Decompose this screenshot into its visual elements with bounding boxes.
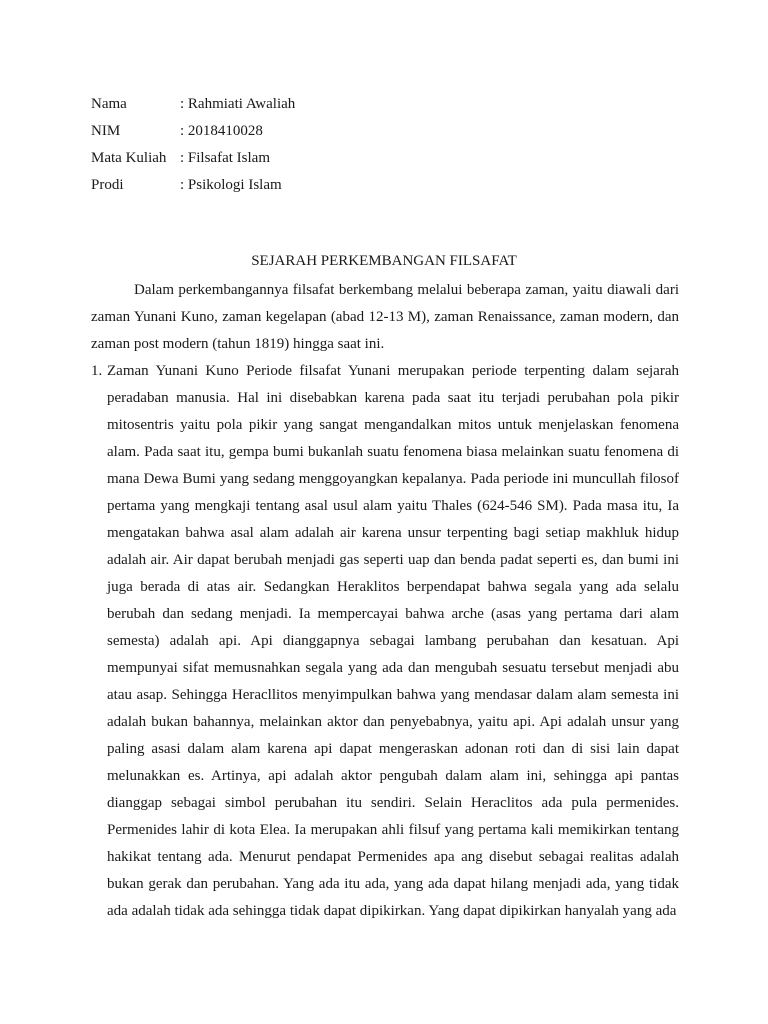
paragraph-line: zaman Yunani Kuno, zaman kegelapan (abad 12-13 M), zaman Renaissance, zaman modern, dan <box>91 309 679 325</box>
paragraph-line: paling asasi dalam alam karena api dapat mengeraskan adonan roti dan di sisi lain dapat <box>107 741 679 757</box>
info-label: NIM <box>91 123 121 139</box>
paragraph-line: adalah air. Air dapat berubah menjadi gas seperti uap dan benda padat seperti es, dan bumi ini <box>107 552 679 568</box>
document-title: SEJARAH PERKEMBANGAN FILSAFAT <box>251 253 517 269</box>
paragraph-line: zaman post modern (tahun 1819) hingga saat ini. <box>91 336 385 352</box>
paragraph-line: peradaban manusia. Hal ini disebabkan karena pada saat itu terjadi perubahan pola pikir <box>107 390 679 406</box>
paragraph-line: berubah dan sedang menjadi. Ia mempercayai bahwa arche (asas yang pertama dari alam <box>107 606 679 622</box>
intro-paragraph <box>91 277 679 358</box>
paragraph-line: adalah bukan bahannya, melainkan aktor dan penyebabnya, yaitu api. Api adalah unsur yang <box>107 714 679 730</box>
info-label: Prodi <box>91 177 124 193</box>
paragraph-line: alam. Pada saat itu, gempa bumi bukanlah suatu fenomena biasa melainkan suatu fenomena di <box>107 444 679 460</box>
info-row-course <box>91 145 295 172</box>
numbered-list <box>91 358 679 925</box>
paragraph-line: Permenides lahir di kota Elea. Ia merupakan ahli filsuf yang pertama kali memikirkan tentang <box>107 822 679 838</box>
paragraph-line: juga berada di atas air. Sedangkan Heraklitos berpendapat bahwa segala yang ada selalu <box>107 579 679 595</box>
paragraph-line: Dalam perkembangannya filsafat berkembang melalui beberapa zaman, yaitu diawali dari <box>134 282 679 298</box>
paragraph-line: atau asap. Sehingga Heracllitos menyimpulkan bahwa yang mendasar dalam alam semesta ini <box>107 687 679 703</box>
list-item <box>91 358 679 925</box>
paragraph-line: bukan gerak dan perubahan. Yang ada itu ada, yang ada dapat hilang menjadi ada, yang tidak <box>107 876 679 892</box>
paragraph-line: mempunyai sifat memusnahkan segala yang ada dan mengubah sesuatu tersebut menjadi abu <box>107 660 679 676</box>
paragraph-line: mengatakan bahwa asal alam adalah air karena unsur terpenting bagi setiap makhluk hidup <box>107 525 679 541</box>
paragraph-line: pertama yang mengkaji tentang asal usul alam yaitu Thales (624-546 SM). Pada masa itu, Ia <box>107 498 679 514</box>
paragraph-line: ada adalah tidak ada sehingga tidak dapat dipikirkan. Yang dapat dipikirkan hanyalah yang ada <box>107 903 677 919</box>
info-row-program <box>91 172 295 199</box>
info-value: : 2018410028 <box>180 123 263 139</box>
paragraph-line: dianggap sebagai simbol perubahan itu sendiri. Selain Heraclitos ada pula permenides. <box>107 795 679 811</box>
info-row-name <box>91 91 295 118</box>
paragraph-line: mitosentris yaitu pola pikir yang sangat mengandalkan mitos untuk menjelaskan fenomena <box>107 417 679 433</box>
paragraph-line: hakikat tentang ada. Menurut pendapat Permenides apa ang disebut sebagai realitas adalah <box>107 849 679 865</box>
paragraph-line: melunakkan es. Artinya, api adalah aktor pengubah dalam alam ini, sehingga api pantas <box>107 768 679 784</box>
paragraph-line: mana Dewa Bumi yang sedang menggoyangkan kepalanya. Pada periode ini muncullah filosof <box>107 471 679 487</box>
info-value: : Psikologi Islam <box>180 177 282 193</box>
info-value: : Rahmiati Awaliah <box>180 96 296 112</box>
paragraph-line: semesta) adalah api. Api dianggapnya sebagai lambang perubahan dan kesatuan. Api <box>107 633 679 649</box>
list-number: 1. <box>91 363 103 379</box>
student-info <box>91 91 295 199</box>
info-value: : Filsafat Islam <box>180 150 270 166</box>
info-row-nim <box>91 118 295 145</box>
info-label: Mata Kuliah <box>91 150 167 166</box>
list-item-body <box>107 358 679 925</box>
paragraph-line: Zaman Yunani Kuno Periode filsafat Yunani merupakan periode terpenting dalam sejarah <box>107 363 679 379</box>
info-label: Nama <box>91 96 127 112</box>
